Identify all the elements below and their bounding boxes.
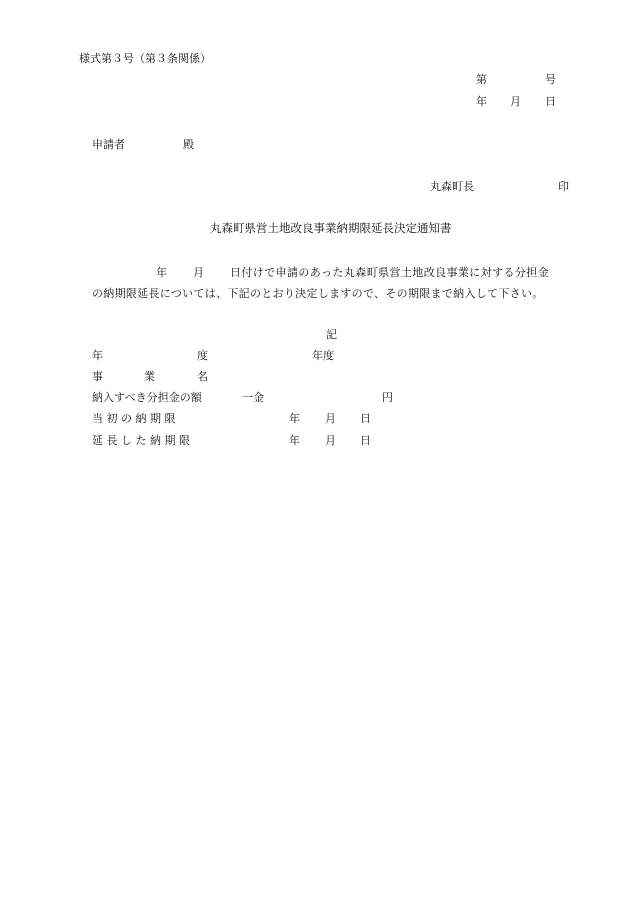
issuer-name: 丸森町長	[430, 180, 474, 193]
issuer-seal: 印	[558, 180, 569, 193]
ki-heading: 記	[326, 328, 337, 341]
amount-label: 納入すべき分担金の額	[92, 391, 202, 404]
date-top-month: 月	[510, 95, 521, 108]
nendo-label-b: 度	[197, 349, 208, 362]
jigyo-label-b: 業	[144, 370, 155, 383]
form-id: 様式第３号（第３条関係）	[79, 52, 211, 65]
jigyo-label-a: 事	[92, 370, 103, 383]
amount-prefix: 一金	[242, 391, 264, 404]
original-due-month: 月	[325, 412, 336, 425]
nendo-label-a: 年	[92, 349, 103, 362]
recipient-label: 申請者	[92, 138, 125, 151]
body-month: 月	[193, 266, 204, 279]
document-title: 丸森町県営土地改良事業納期限延長決定通知書	[210, 221, 452, 235]
body-line1-text: 日付けで申請のあった丸森町県営土地改良事業に対する分担金	[230, 266, 550, 279]
jigyo-label-c: 名	[197, 370, 208, 383]
extended-due-year: 年	[289, 434, 300, 447]
body-year: 年	[156, 266, 167, 279]
date-top-day: 日	[545, 95, 556, 108]
extended-due-day: 日	[360, 434, 371, 447]
date-top-year: 年	[476, 95, 487, 108]
recipient-suffix: 殿	[183, 138, 194, 151]
amount-unit: 円	[382, 391, 393, 404]
doc-number-dai: 第	[476, 73, 487, 86]
nendo-value: 年度	[312, 349, 334, 362]
extended-due-label: 延 長 し た 納 期 限	[92, 434, 190, 447]
original-due-year: 年	[289, 412, 300, 425]
doc-number-go: 号	[545, 73, 556, 86]
original-due-label: 当 初 の 納 期 限	[92, 412, 176, 425]
extended-due-month: 月	[325, 434, 336, 447]
original-due-day: 日	[360, 412, 371, 425]
body-line2: の納期限延長については、下記のとおり決定しますので、その期限まで納入して下さい。	[92, 287, 544, 300]
